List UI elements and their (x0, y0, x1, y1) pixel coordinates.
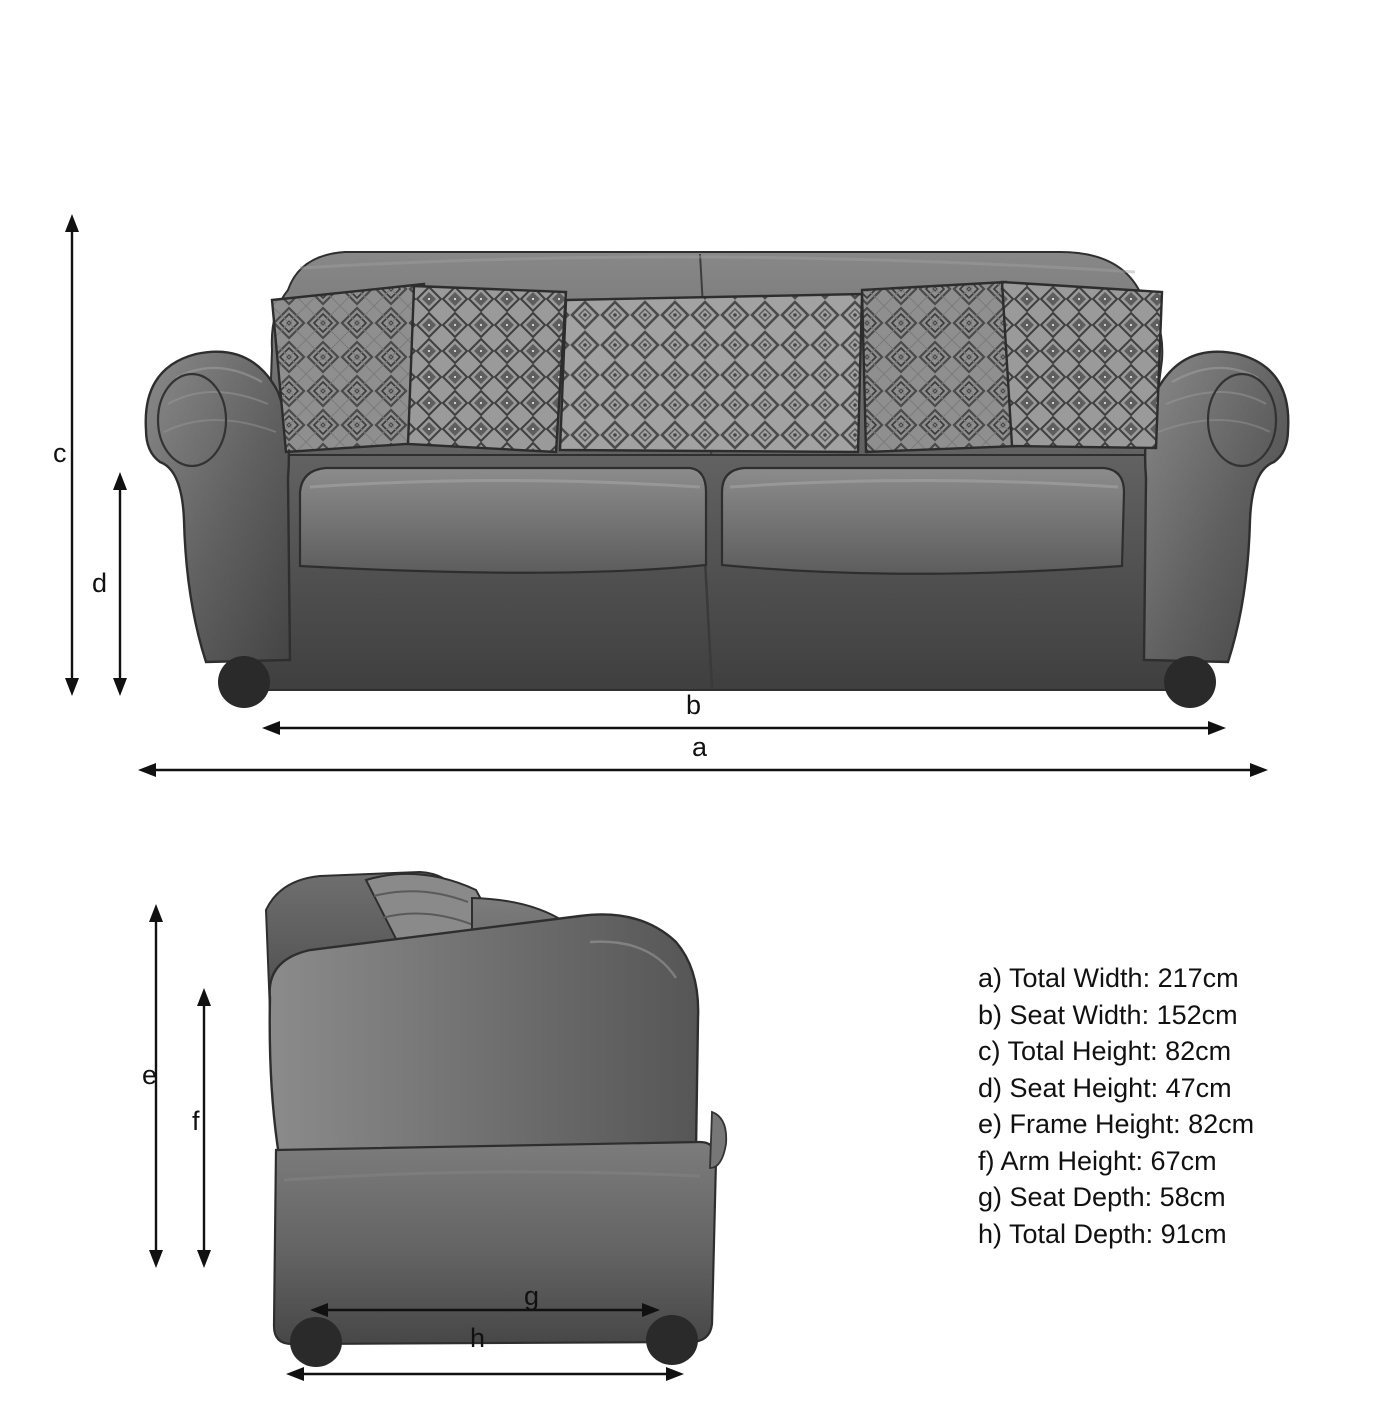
legend-item-c: c) Total Height: 82cm (978, 1036, 1232, 1066)
legend-item-d: d) Seat Height: 47cm (978, 1072, 1232, 1103)
legend-item-b: b) Seat Width: 152cm (978, 999, 1238, 1030)
dimension-arrow-d (113, 472, 127, 696)
dimension-label-f: f (192, 1106, 200, 1136)
dimension-label-d: d (92, 568, 108, 598)
dimension-label-c: c (53, 438, 67, 468)
dimension-arrow-h (286, 1367, 684, 1381)
dimension-label-h: h (470, 1323, 486, 1353)
legend-item-e: e) Frame Height: 82cm (978, 1109, 1255, 1139)
dimension-arrow-a (138, 763, 1268, 777)
dimension-label-a: a (692, 732, 708, 762)
legend-item-h: h) Total Depth: 91cm (978, 1218, 1227, 1249)
legend-item-f: f) Arm Height: 67cm (978, 1145, 1217, 1176)
legend-item-g: g) Seat Depth: 58cm (978, 1182, 1226, 1212)
legend-item-a: a) Total Width: 217cm (978, 963, 1239, 993)
dimension-arrow-b (262, 721, 1226, 735)
dimension-label-b: b (686, 690, 702, 720)
dimension-legend (978, 960, 1254, 1252)
dimension-label-e: e (142, 1060, 158, 1090)
dimension-arrow-c (65, 214, 79, 696)
dimension-label-g: g (524, 1281, 540, 1311)
sofa-side-view (120, 850, 880, 1410)
